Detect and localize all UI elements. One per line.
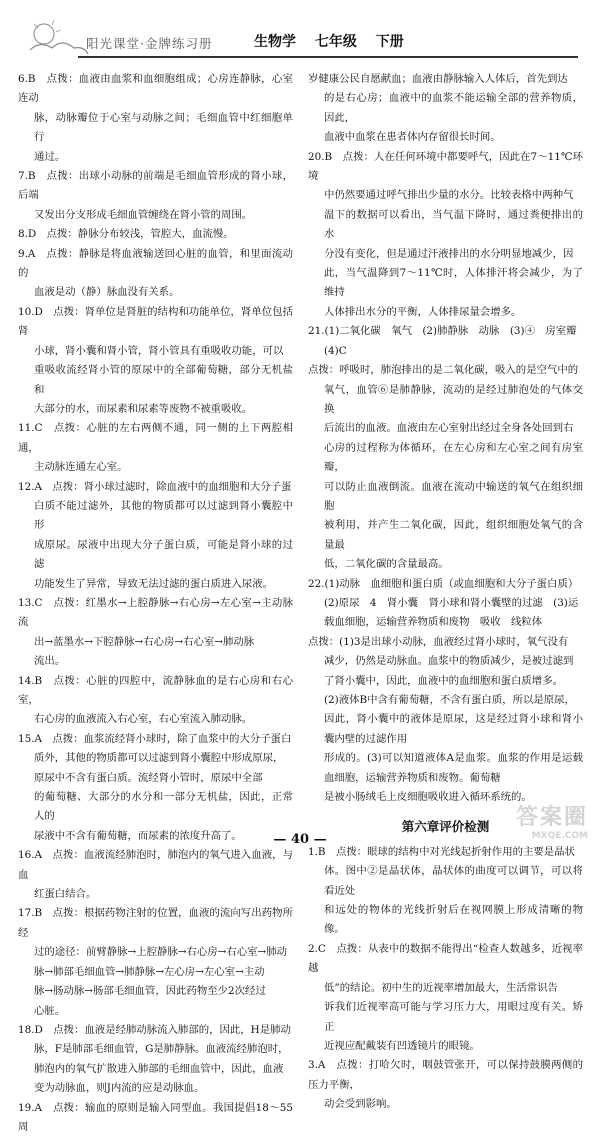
answer-line: 通过。: [34, 150, 66, 163]
book-info: [254, 31, 418, 51]
answer-line: 近视应配戴装有凹透镜片的眼镜。: [324, 1039, 480, 1052]
answer-line: 过的途径：前臂静脉→上腔静脉→右心房→右心室→肺动: [34, 946, 288, 959]
answer-line: 可以防止血液倒流。血液在流动中输送的氧气在组织细胞: [324, 480, 583, 512]
answer-line: 载血细胞，运输营养物质和废物 吸收 线粒体: [324, 616, 543, 629]
answer-line: (2)液体B中含有葡萄糖，不含有蛋白质，所以是原尿，: [324, 694, 575, 706]
answer-line: 8.D 点拨：静脉分布较浅，管腔大，血流慢。: [18, 228, 234, 241]
answer-line: 13.C 点拨：红墨水→上腔静脉→右心房→左心室→主动脉流: [18, 596, 293, 629]
answer-line: 9.A 点拨：静脉是将血液输送回心脏的血管，和里面流动的: [18, 247, 293, 280]
watermark-text: 答案圈: [515, 805, 588, 830]
subject-label: 生物学: [254, 34, 296, 50]
header-divider: [78, 56, 578, 58]
answer-line: 1.B 点拨：眼球的结构中对光线起折射作用的主要是晶状: [308, 845, 575, 858]
answer-line: 低”的结论。初中生的近视率增加最大，生活常识告: [324, 981, 558, 994]
answer-line: 后流出的血液。血液由左心室射出经过全身各处回到右: [324, 422, 574, 435]
answer-item: [18, 419, 293, 477]
answer-line: 脉→肠动脉→肠部毛细血管，因此药物至少2次经过: [34, 985, 266, 998]
answer-line: 21.(1)二氧化碳 氧气 (2)肺静脉 动脉 (3)④ 房室瓣: [308, 325, 577, 338]
answer-line: 2.C 点拨：从表中的数据不能得出“检查人数越多，近视率越: [308, 942, 583, 975]
answer-line: 中仍然要通过呼气排出少量的水分。比较表格中两种气: [324, 189, 574, 202]
answer-line: 10.D 点拨：肾单位是肾脏的结构和功能单位，肾单位包括肾: [18, 305, 293, 338]
answer-line: 大部分的水，而尿素和尿素等废物不被重吸收。: [34, 402, 253, 415]
watermark-url: MXQE.COM: [531, 831, 588, 841]
answer-line: 的是右心房；血液中的血浆不能运输全部的营养物质，因此，: [324, 92, 583, 124]
answer-line: 血液是动（静）脉血没有关系。: [34, 286, 180, 299]
answer-line: 脉→肺部毛细血管→肺静脉→左心房→左心室→主动: [34, 965, 265, 978]
answer-line: 7.B 点拨：出球小动脉的前端是毛细血管形成的肾小球，后端: [18, 170, 293, 202]
answer-item: [18, 730, 293, 846]
answer-line: 动会受到影响。: [324, 1098, 397, 1111]
answer-line: 此，当气温降到7～11℃时，人体排汗将会减少，为了维持: [324, 267, 583, 299]
answer-line: 又发出分支形成毛细血管缠绕在肾小管的周围。: [34, 208, 253, 221]
answer-line: 主动脉连通左心室。: [34, 461, 128, 474]
answer-item: [18, 846, 293, 904]
answer-line: 16.A 点拨：血液流经肺泡时，肺泡内的氧气进入血液，与血: [18, 849, 293, 881]
answer-line: 减少，仍然是动脉血。血浆中的物质减少，是被过滤到: [324, 655, 574, 668]
answer-line: (2)原尿 4 肾小囊 肾小球和肾小囊壁的过滤 (3)运: [324, 596, 579, 609]
left-column: [18, 70, 293, 1137]
answer-item: [18, 70, 293, 167]
answer-line: 17.B 点拨：根据药物注射的位置，血液的流向写出药物所经: [18, 907, 293, 939]
answer-line: 小球，肾小囊和肾小管，肾小管具有重吸收功能，可以: [34, 344, 284, 357]
answer-line: 14.B 点拨：心脏的四腔中，流静脉血的是右心房和右心室，: [18, 674, 293, 706]
answer-line: 原尿中不含有蛋白质。流经肾小管时，原尿中全部: [34, 771, 263, 784]
answer-line: 被利用，并产生二氧化碳，因此，组织细胞处氧气的含量最: [324, 519, 583, 551]
answer-line: 18.D 点拨：血液是经肺动脉流入肺部的，因此，H是肺动: [18, 1023, 291, 1036]
answer-item: [18, 245, 293, 303]
grade-label: 七年级: [314, 34, 357, 50]
page-number: — 40 —: [273, 832, 327, 847]
answer-item: [308, 633, 583, 808]
answer-item: [18, 225, 293, 244]
answer-item: [308, 361, 583, 574]
answer-line: 人体排出水分的平衡，人体排尿量会增多。: [324, 305, 522, 318]
answer-line: 因此，肾小囊中的液体是原尿，这是经过肾小球和肾小囊内壁的过滤作用: [324, 713, 583, 745]
answer-line: 了肾小囊中，因此，血液中的血细胞和蛋白质增多。: [324, 674, 563, 687]
answer-item: [18, 594, 293, 672]
answer-item: [18, 167, 293, 225]
answer-line: 右心房的血液流入右心室，右心室流入肺动脉。: [34, 713, 253, 726]
answer-item: [18, 303, 293, 419]
right-column: [308, 70, 583, 1115]
answer-item: [308, 322, 583, 361]
answer-line: 6.B 点拨：血液由血浆和血细胞组成；心房连静脉，心室连动: [18, 73, 293, 105]
answer-line: 的葡萄糖、大部分的水分和一部分无机盐，因此，正常人的: [34, 791, 293, 823]
answer-line: 体。图中②是晶状体，晶状体的曲度可以调节，可以将看近处: [324, 865, 583, 897]
answer-line: 和远处的物体的光线折射后在视网膜上形成清晰的物像。: [324, 904, 583, 936]
answer-line: 氧气，血管⑥是肺静脉，流动的是经过肺泡处的气体交换: [324, 383, 583, 415]
answer-line: 形成的。(3)可以知道液体A是血浆。血浆的作用是运载血细胞，运输营养物质和废物。葡萄糖: [324, 752, 583, 784]
volume-label: 下册: [375, 34, 404, 50]
answer-line: 点拨：(1)3是出球小动脉，血液经过肾小球时，氧气没有: [308, 635, 569, 648]
answer-line: 20.B 点拨：人在任何环境中都要呼气，因此在7～11℃环境: [308, 150, 583, 183]
answer-item: [18, 904, 293, 1020]
answer-line: 脉，F是肺部毛细血管，G是肺静脉。血液流经肺泡时，: [34, 1043, 289, 1056]
page-header: [22, 14, 578, 66]
answer-line: 温下的数据可以看出，当气温下降时，通过粪便排出的水: [324, 208, 583, 241]
answer-line: 诉我们近视率高可能与学习压力大，用眼过度有关。矫正: [324, 1001, 583, 1033]
answer-line: 11.C 点拨：心脏的左右两侧不通，同一侧的上下两腔相通，: [18, 422, 293, 454]
answer-line: 白质不能过滤外，其他的物质都可以过滤到肾小囊腔中形: [34, 499, 293, 532]
answer-item: [308, 70, 583, 148]
answer-line: 尿液中不含有葡萄糖，而尿素的浓度升高了。: [34, 829, 242, 842]
answer-item: [18, 1021, 293, 1099]
answer-line: 变为动脉血，则J内流的应是动脉血。: [34, 1082, 205, 1095]
answer-line: 红蛋白结合。: [34, 888, 97, 901]
answer-line: 出→蓝墨水→下腔静脉→右心房→右心室→肺动脉: [34, 635, 255, 648]
answer-line: 流出。: [34, 655, 66, 668]
watermark-logo: [516, 800, 588, 841]
answer-item: [308, 1056, 583, 1114]
answer-line: 肺泡内的氧气扩散进入肺部的毛细血管中，因此，血液: [34, 1062, 284, 1075]
answer-item: [308, 575, 583, 633]
answer-line: 低，二氧化碳的含量最高。: [324, 558, 449, 571]
answer-line: 重吸收流经肾小管的原尿中的全部葡萄糖，部分无机盐和: [34, 364, 293, 396]
answer-item: [18, 672, 293, 730]
answer-line: 心房的过程称为体循环，在左心房和左心室之间有房室瓣，: [324, 441, 583, 474]
answer-item: [18, 478, 293, 594]
answer-line: 脉，动脉瓣位于心室与动脉之间；毛细血管中红细胞单行: [34, 111, 293, 144]
answer-line: 岁健康公民自愿献血；血液由静脉输入人体后，首先到达: [308, 73, 568, 85]
answer-line: (4)C: [324, 344, 347, 357]
answer-item: [308, 940, 583, 1056]
answer-line: 3.A 点拨：打哈欠时，咽鼓管张开，可以保持鼓膜两侧的压力平衡，: [308, 1059, 583, 1091]
section-title: 第六章评价检测: [401, 819, 490, 835]
answer-line: 15.A 点拨：血浆流经肾小球时，除了血浆中的大分子蛋白: [18, 732, 292, 745]
sun-cloud-logo-icon: [22, 14, 92, 66]
answer-line: 分没有变化，但是通过汗液排出的水分明显地减少，因: [324, 247, 574, 260]
answer-line: 19.A 点拨：输血的原则是输入同型血。我国提倡18～55周: [18, 1101, 293, 1133]
answer-line: 成原尿。尿液中出现大分子蛋白质，可能是肾小球的过滤: [34, 538, 293, 571]
answer-item: [308, 148, 583, 323]
answer-line: 血液中血浆在患者体内存留很长时间。: [324, 131, 501, 144]
answer-line: 质外，其他的物质都可以过滤到肾小囊腔中形成原尿，: [34, 752, 284, 765]
series-title: 阳光课堂·金牌练习册: [86, 36, 213, 51]
answer-item: [308, 843, 583, 940]
answer-line: 功能发生了异常，导致无法过滤的蛋白质进入尿液。: [34, 577, 273, 590]
answer-line: 12.A 点拨：肾小球过滤时，除血液中的血细胞和大分子蛋: [18, 480, 292, 493]
answer-line: 是被小肠绒毛上皮细胞吸收进入循环系统的。: [324, 791, 532, 804]
answer-line: 22.(1)动脉 血细胞和蛋白质（或血细胞和大分子蛋白质）: [308, 577, 579, 590]
answer-line: 点拨：呼吸时，肺泡排出的是二氧化碳，吸入的是空气中的: [308, 364, 579, 377]
answer-item: [18, 1099, 293, 1137]
answer-line: 心脏。: [34, 1004, 66, 1017]
